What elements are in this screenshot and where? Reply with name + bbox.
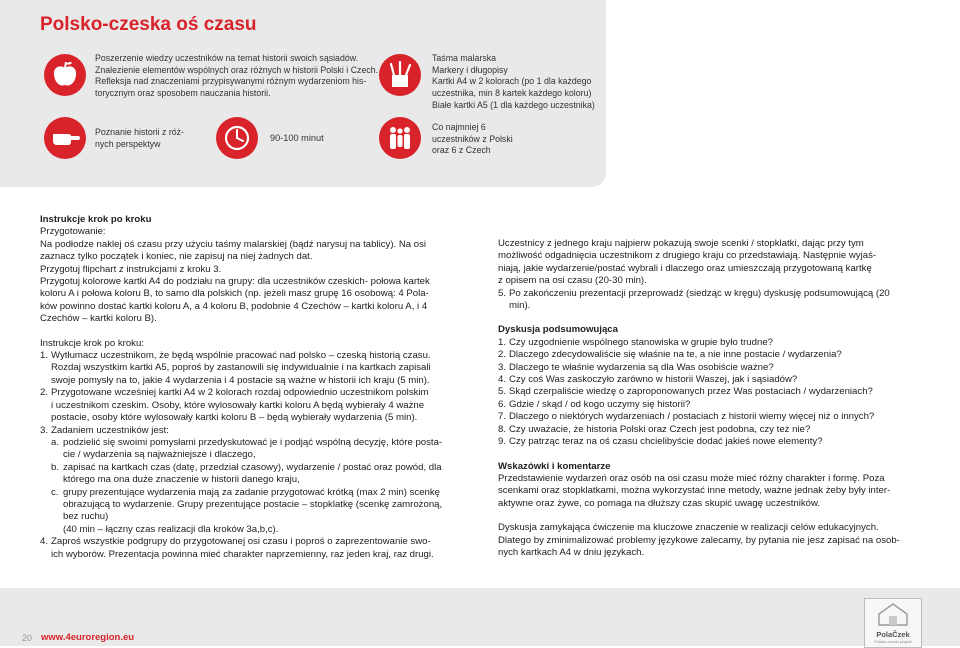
tips-line: Przedstawienie wydarzeń oraz osób na osi czasu może mieć różny charakter i formę. Poza [498,472,885,484]
step-5-line: min). [509,300,531,312]
question-item: 1. Czy uzgodnienie wspólnego stanowiska w grupie było trudne? [498,336,773,348]
topic-text: Poznanie historii z róż- nych perspektyw [95,127,184,149]
step-2: 2. Przygotowane wcześniej kartki A4 w 2 kolorach rozdaj odpowiednio uczestnikom polskim [40,387,429,399]
prep-line: Przygotuj flipchart z instrukcjami z kroku 3. [40,263,222,275]
people-icon [379,117,421,159]
page-footer [0,588,960,646]
cont-line: niają, jakie wydarzenie/postać wybrali i dlaczego oraz umieszczają przygotowaną kartkę [498,262,872,274]
tips-heading: Wskazówki i komentarze [498,460,611,472]
step-3b: b. zapisać na kartkach czas (datę, przedział czasowy), wydarzenie / postać oraz powód, dla [51,461,442,473]
step-3-total: (40 min – łączny czas realizacji dla kroków 3a,b,c). [63,523,279,535]
instructions-column [40,214,470,561]
step-2-line: postacie, osoby które wylosowały kartki koloru B – będą wybierały wydarzenia (5 min). [51,412,418,424]
question-item: 9. Czy patrząc teraz na oś czasu chcielibyście dodać jakieś nowe elementy? [498,436,823,448]
question-item: 4. Czy coś Was zaskoczyło zarówno w historii Waszej, jak i sąsiadów? [498,374,798,386]
step-4-line: ich wyborów. Prezentacja powinna mieć charakter naprzemienny, raz jeden kraj, raz drugi. [51,548,434,560]
materials-text: Taśma malarska Markery i długopisy Kartki A4 w 2 kolorach (po 1 dla każdego uczestnika, min 8 kartek każdego koloru) Białe kartki A5 (1 dla każdego uczestnika) [432,53,595,110]
prep-line: Na podłodze naklej oś czasu przy użyciu taśmy malarskiej (bądź narysuj na tablicy). Na osi [40,238,427,250]
closing-line: Dyskusja zamykająca ćwiczenie ma kluczowe znaczenie w realizacji celów edukacyjnych. [498,522,879,534]
step-1-line: Rozdaj wszystkim kartki A5, poproś by zastanowili się indywidualnie i na kartkach zapisali [51,362,431,374]
logo-text: PolaČzek [876,630,910,639]
debrief-heading: Dyskusja podsumowująca [498,324,618,336]
question-item: 5. Skąd czerpaliście wiedzę o zaproponowanych przez Was postaciach / wydarzeniach? [498,386,873,398]
cont-line: Uczestnicy z jednego kraju najpierw pokazują swoje scenki / stopklatki, dając przy tym [498,238,864,249]
question-item: 7. Dlaczego o niektórych wydarzeniach / postaciach z historii wiemy więcej niż o innych? [498,411,875,423]
prep-line: Przygotuj kolorowe kartki A4 do podziału na grupy: dla uczestników czeskich- połowa kartek [40,276,430,288]
step-1-line: swoje pomysły na to, jakie 4 wydarzenia i 4 postacie są ważne w historii ich kraju (5 min). [51,374,430,386]
prep-line: ków powinno dostać kartki koloru A, a 4 koloru B, podobnie 4 Czechów – kartki koloru A, i 4 [40,300,428,312]
house-icon [865,599,921,629]
page-title: Polsko-czeska oś czasu [40,14,257,35]
step-3c-line: bez ruchu) [63,511,109,523]
website-link[interactable]: www.4euroregion.eu [41,632,135,643]
tips-line: scenkami oraz stopklatkami, można wykorzystać inne metody, ważne jednak żeby były inter- [498,485,891,497]
cont-line: możliwość odgadnięcia uczestnikom z drugiego kraju co przedstawiają. Następnie wyjaś- [498,250,877,262]
time-text: 90-100 minut [270,133,324,143]
prep-line: koloru A i połowa koloru B, to samo dla polskich (np. jeżeli masz grupę 16 osobową: 4 Pola- [40,288,429,300]
question-item: 2. Dlaczego zdecydowaliście się właśnie na te, a nie inne postacie / wydarzenia? [498,349,842,361]
instructions-heading: Instrukcje krok po kroku [40,214,152,225]
participants-text: Co najmniej 6 uczestników z Polski oraz 6 z Czech [432,122,513,156]
step-3c-line: obrazującą to wydarzenie. Grupy prezentujące postacie – stopklatkę (scenkę zamrożoną, [63,498,443,510]
apple-icon [44,54,86,96]
cont-line: z opisem na osi czasu (20-30 min). [498,275,647,287]
page-number: 20 [22,633,33,643]
steps-label: Instrukcje krok po kroku: [40,337,144,349]
step-4: 4. Zaproś wszystkie podgrupy do przygotowanej osi czasu i poproś o zaprezentowanie swo- [40,536,431,548]
step-5: 5. Po zakończeniu prezentacji przeprowadź (siedząc w kręgu) dyskusję podsumowującą (20 [498,287,890,299]
question-item: 3. Dlaczego te właśnie wydarzenia są dla Was osobiście ważne? [498,361,774,373]
closing-line: nych kartkach A4 w dniu językach. [498,546,645,558]
clock-icon [216,117,258,159]
pointing-hand-icon [44,117,86,159]
step-1: 1. Wytłumacz uczestnikom, że będą wspólnie pracować nad polsko – czeską historią czasu. [40,350,431,362]
prep-label: Przygotowanie: [40,226,106,238]
logo-subtext: Polsko-czeski projekt [874,639,912,644]
step-3: 3. Zadaniem uczestników jest: [40,424,169,436]
step-3b-line: którego ma ona duże znaczenie w historii danego kraju, [63,474,300,486]
closing-line: Dlatego by zminimalizować problemy językowe zalecamy, by pytania nie jesz zapisać na osob- [498,534,900,546]
question-item: 8. Czy uważacie, że historia Polski oraz Czech jest podobna, czy też nie? [498,423,811,435]
step-3a: a. podzielić się swoimi pomysłami przedyskutować je i podjąć wspólną decyzję, które posta- [51,436,443,448]
tips-line: aktywne oraz żywe, co pomaga na dłuższy czas skupić uwagę uczestników. [498,497,821,509]
step-3a-line: cie / wydarzenia są najważniejsze i dlaczego, [63,449,256,461]
prep-line: zaznacz tylko początek i koniec, nie zapisuj na niej żadnych dat. [40,251,313,263]
tools-icon [379,54,421,96]
project-logo [864,598,922,648]
question-item: 6. Gdzie / skąd / od kogo uczymy się historii? [498,398,691,410]
goals-text: Poszerzenie wiedzy uczestników na temat historii swoich sąsiadów. Znalezienie elementów wspólnych oraz różnych w historii Polski i Czech. Refleksja nad znaczeniami przypisywanymi różnym wydarzeniom his- torycznym oraz sposobem nauczania historii. [95,53,379,99]
step-2-line: i uczestnikom czeskim. Osoby, które wylosowały kartki koloru A będą wybierały 4 ważne [51,399,425,411]
step-3c: c. grupy prezentujące wydarzenia mają za zadanie przygotować krótką (max 2 min) scenkę [51,486,440,498]
debrief-column [498,238,928,559]
prep-line: Czechów – kartki koloru B). [40,313,157,325]
